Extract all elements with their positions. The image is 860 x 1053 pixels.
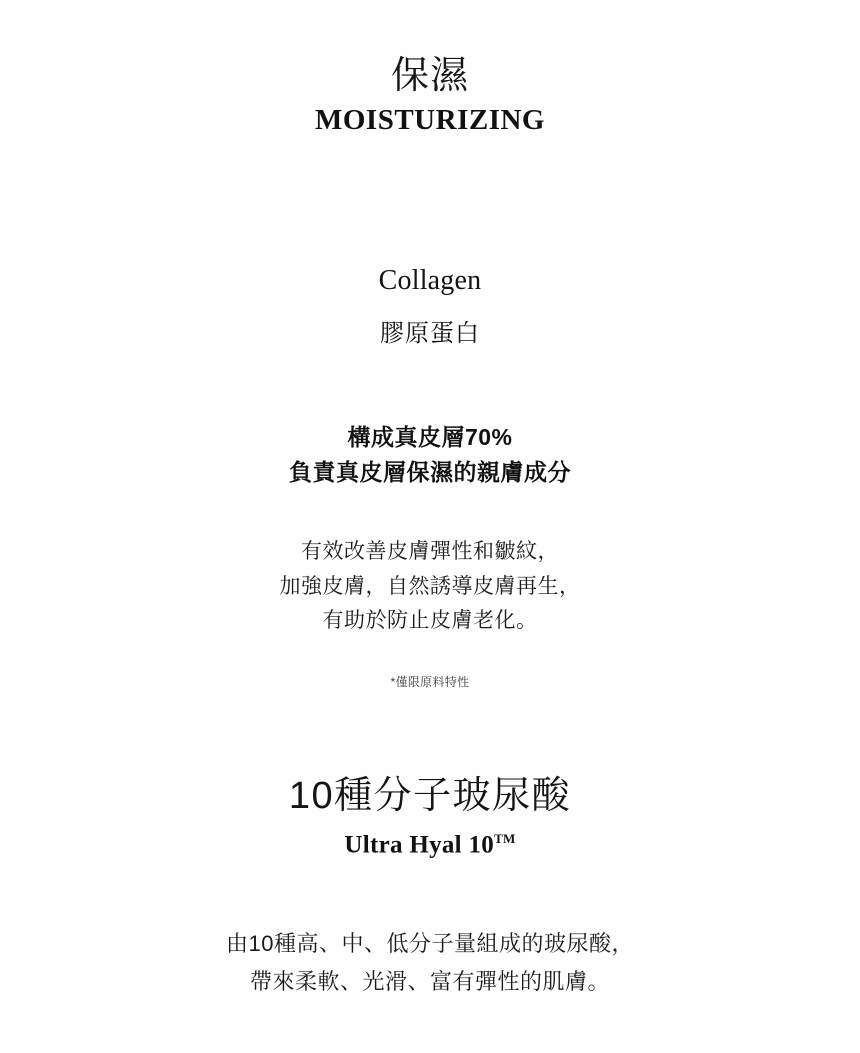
body-line: 由10種高、中、低分子量組成的玻尿酸，	[226, 931, 634, 957]
ingredient-hyaluronic-name-chinese: 10種分子玻尿酸	[288, 775, 572, 817]
headline-line: 構成真皮層70%	[347, 423, 513, 450]
ingredient-collagen-footnote: *僅限原料特性	[390, 675, 470, 689]
headline-line: 負責真皮層保濕的親膚成分	[289, 459, 571, 486]
ingredient-hyaluronic-name-english	[344, 831, 515, 859]
ingredient-collagen-name-chinese: 膠原蛋白	[380, 319, 480, 347]
ingredient-collagen-headline	[289, 420, 571, 491]
body-line: 加強皮膚，自然誘導皮膚再生，	[279, 574, 581, 598]
ingredient-collagen-name-english: Collagen	[378, 264, 482, 296]
trademark-mark: TM	[494, 831, 516, 846]
section-title-english: MOISTURIZING	[315, 103, 545, 136]
ingredient-collagen-body	[280, 535, 581, 639]
ingredient-hyaluronic-body	[226, 925, 634, 1000]
body-line: 帶來柔軟、光滑、富有彈性的肌膚。	[249, 968, 610, 994]
body-line: 有效改善皮膚彈性和皺紋，	[301, 540, 559, 564]
section-title-chinese: 保濕	[390, 55, 469, 97]
body-line: 有助於防止皮膚老化。	[322, 609, 538, 633]
ingredient-hyaluronic-name-english-text: Ultra Hyal 10	[344, 831, 495, 859]
